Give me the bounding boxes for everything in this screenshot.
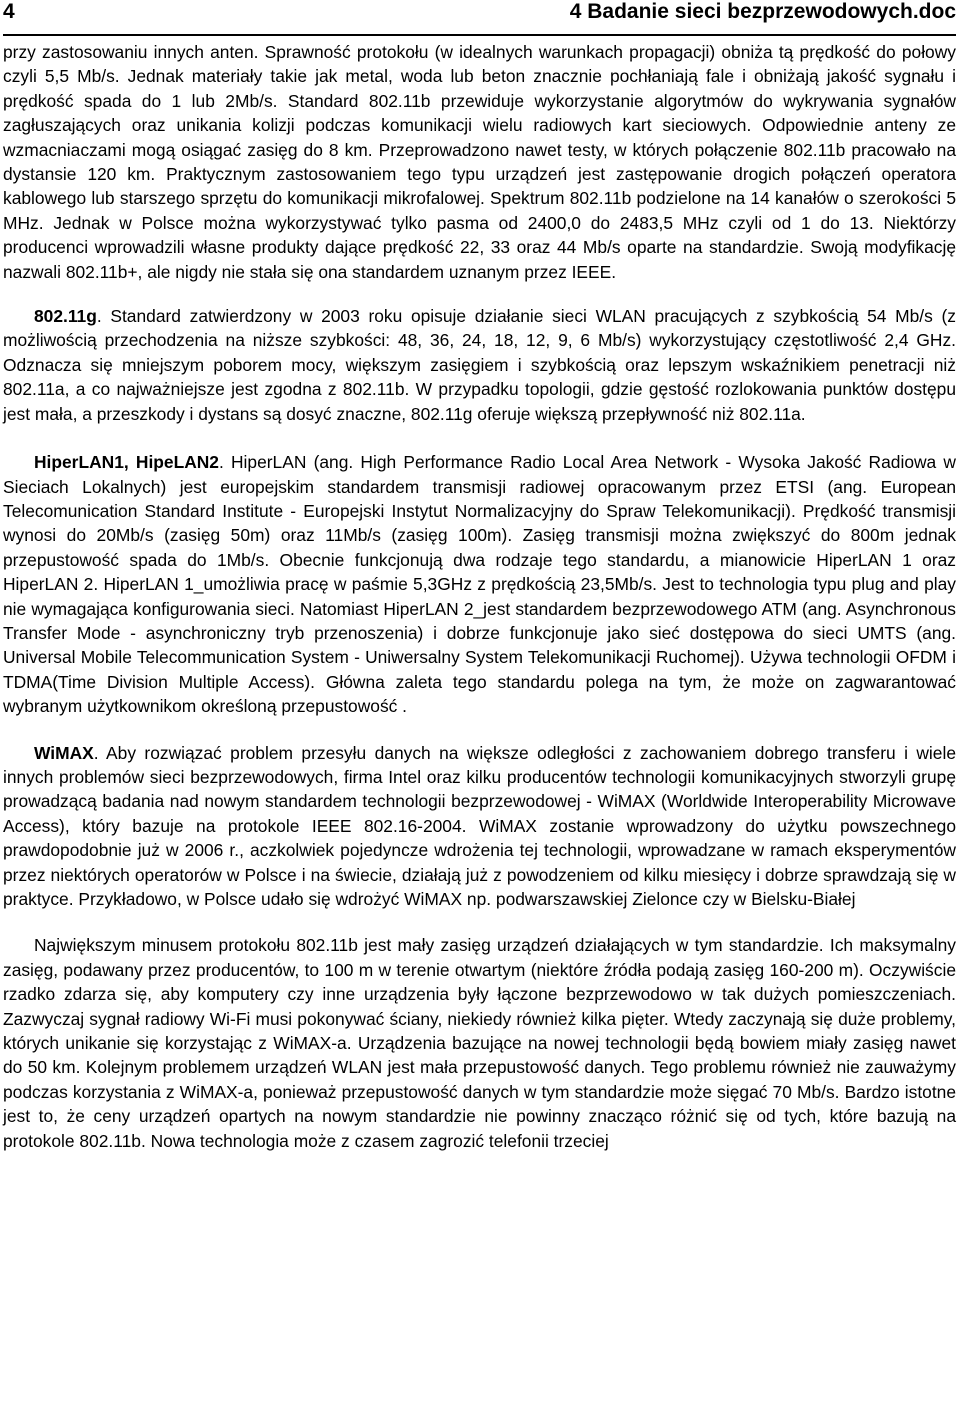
paragraph-range-comparison: Największym minusem protokołu 802.11b jest mały zasięg urządzeń działających w tym standardzie. Ich maksymalny zasięg, podawany przez producentów, to 100 m w terenie otwartym (niektóre źródła podają zasięg 160-200 m). Oczywiście rzadko zdarza się, aby komputery czy inne urządzenia były łączone bezprzewodowo w tak dużych pomieszczeniach. Zazwyczaj sygnał radiowy Wi-Fi musi pokonywać ściany, niekiedy również kilka pięter. Wtedy zaczynają się duże problemy, których unikanie się korzystając z WiMAX-a. Urządzenia bazujące na nowej technologii będą bowiem miały zasięg nawet do 50 km. Kolejnym problemem urządzeń WLAN jest mała przepustowość danych. Tego problemu również nie zauważymy podczas korzystania z WiMAX-a, ponieważ przepustowość danych w tym standardzie może sięgać 70 Mb/s. Bardzo istotne jest to, że ceny urządzeń opartych na nowym standardzie nie powinny znacząco różnić się od tych, które bazują na protokole 802.11b. Nowa technologia może z czasem zagrozić telefonii trzeciej [3,935,956,1151]
page-header [3,0,956,36]
chapter-title: 4 Badanie sieci bezprzewodowych.doc [569,0,956,23]
term-wimax: WiMAX [34,742,94,763]
page-number: 4 [3,0,15,23]
paragraph-80211g-body: . Standard zatwierdzony w 2003 roku opisuje działanie sieci WLAN pracujących z szybkością 54 Mb/s (z możliwością przechodzenia na niższe szybkości: 48, 36, 24, 18, 12, 9, 6 Mb/s) wykorzystujący częstotliwość 2,4 GHz. Odznacza się mniejszym poborem mocy, większym zasięgiem i szybkością oraz lepszym wskaźnikiem penetracji niż 802.11a, a co najważniejsze jest zgodna z 802.11b. W przypadku topologii, gdzie gęstość rozlokowania punktów dostępu jest mała, a przeszkody i dystans są dosyć znaczne, 802.11g oferuje większą przepływność niż 802.11a. [3,306,956,424]
paragraph-wimax-body: . Aby rozwiązać problem przesyłu danych na większe odległości z zachowaniem dobrego transferu i wiele innych problemów sieci bezprzewodowych, firma Intel oraz kilku producentów technologii komunikacyjnych stworzyli grupę prowadzącą badania nad nowym standardem technologii bezprzewodowej - WiMAX (Worldwide Interoperability Microwave Access), który bazuje na protokole IEEE 802.16-2004. WiMAX zostanie wprowadzony do użytku powszechnego prawdopodobnie już w 2006 r., aczkolwiek pojedyncze wdrożenia tej technologii, wprowadzane w ramach eksperymentów przez niektórych operatorów w Polsce i na świecie, działają już z powodzeniem od kilku miesięcy i dobrze sprawdzają się w praktyce. Przykładowo, w Polsce udało się wdrożyć WiMAX np. podwarszawskiej Zielonce czy w Bielsku-Białej [3,742,956,909]
document-page [3,0,956,1153]
paragraph-80211b-continued: przy zastosowaniu innych anten. Sprawność protokołu (w idealnych warunkach propagacji) obniża tą prędkość do połowy czyli 5,5 Mb/s. Jednak materiały takie jak metal, woda lub beton znacznie pochłaniają fale i obniżają jakość sygnału i prędkość spada do 1 lub 2Mb/s. Standard 802.11b przewiduje wykorzystanie algorytmów do wykrywania sygnałów zagłuszających oraz unikania kolizji podczas komunikacji wielu radiowych kart sieciowych. Odpowiednie anteny ze wzmacniaczami mogą osiągać zasięg do 8 km. Przeprowadzono nawet testy, w których połączenie 802.11b pracowało na dystansie 120 km. Praktycznym zastosowaniem tego typu urządzeń jest zastępowanie drogich połączeń operatora kablowego lub starszego sprzętu do komunikacji mikrofalowej. Spektrum 802.11b podzielone na 14 kanałów o szerokości 5 MHz. Jednak w Polsce można wykorzystywać tylko pasma od 2400,0 do 2483,5 MHz czyli od 1 do 13. Niektórzy producenci wprowadzili własne produkty dające prędkość 22, 33 oraz 44 Mb/s oparte na standardzie. Swoją modyfikację nazwali 802.11b+, ale nigdy nie stała się ona standardem uznanym przez IEEE. [3,42,956,282]
paragraph-hiperlan [3,450,956,718]
paragraph-hiperlan-body: . HiperLAN (ang. High Performance Radio Local Area Network - Wysoka Jakość Radiowa w Sieciach Lokalnych) jest europejskim standardem transmisji radiowej opracowanym przez ETSI (ang. European Telecomunication Standard Institute - Europejski Instytut Normalizacyjny do Spraw Telekomunikacji). Prędkość transmisji wynosi do 20Mb/s (zasięg 50m) oraz 11Mb/s (zasięg 100m). Zasięg transmisji można zwiększyć do 800m jednak przepustowość spada do 1Mb/s. Obecnie funkcjonują dwa rodzaje tego standardu, a mianowicie HiperLAN 1 oraz HiperLAN 2. HiperLAN 1_umożliwia pracę w paśmie 5,3GHz z prędkością 23,5Mb/s. Jest to technologia typu plug and play nie wymagająca konfigurowania sieci. Natomiast HiperLAN 2_jest standardem bezprzewodowego ATM (ang. Asynchronous Transfer Mode - asynchroniczny tryb przenoszenia) i dobrze funkcjonuje jako sieć dostępowa do sieci UMTS (ang. Universal Mobile Telecommunication System - Uniwersalny System Telekomunikacji Ruchomej). Używa technologii OFDM i TDMA(Time Division Multiple Access). Główna zaleta tego standardu polega na tym, że może on zagwarantować wybranym użytkownikom określoną przepustowość . [3,452,956,717]
term-hiperlan: HiperLAN1, HipeLAN2 [34,452,219,473]
term-80211g: 802.11g [34,306,97,327]
paragraph-wimax [3,741,956,912]
paragraph-80211g [3,304,956,426]
